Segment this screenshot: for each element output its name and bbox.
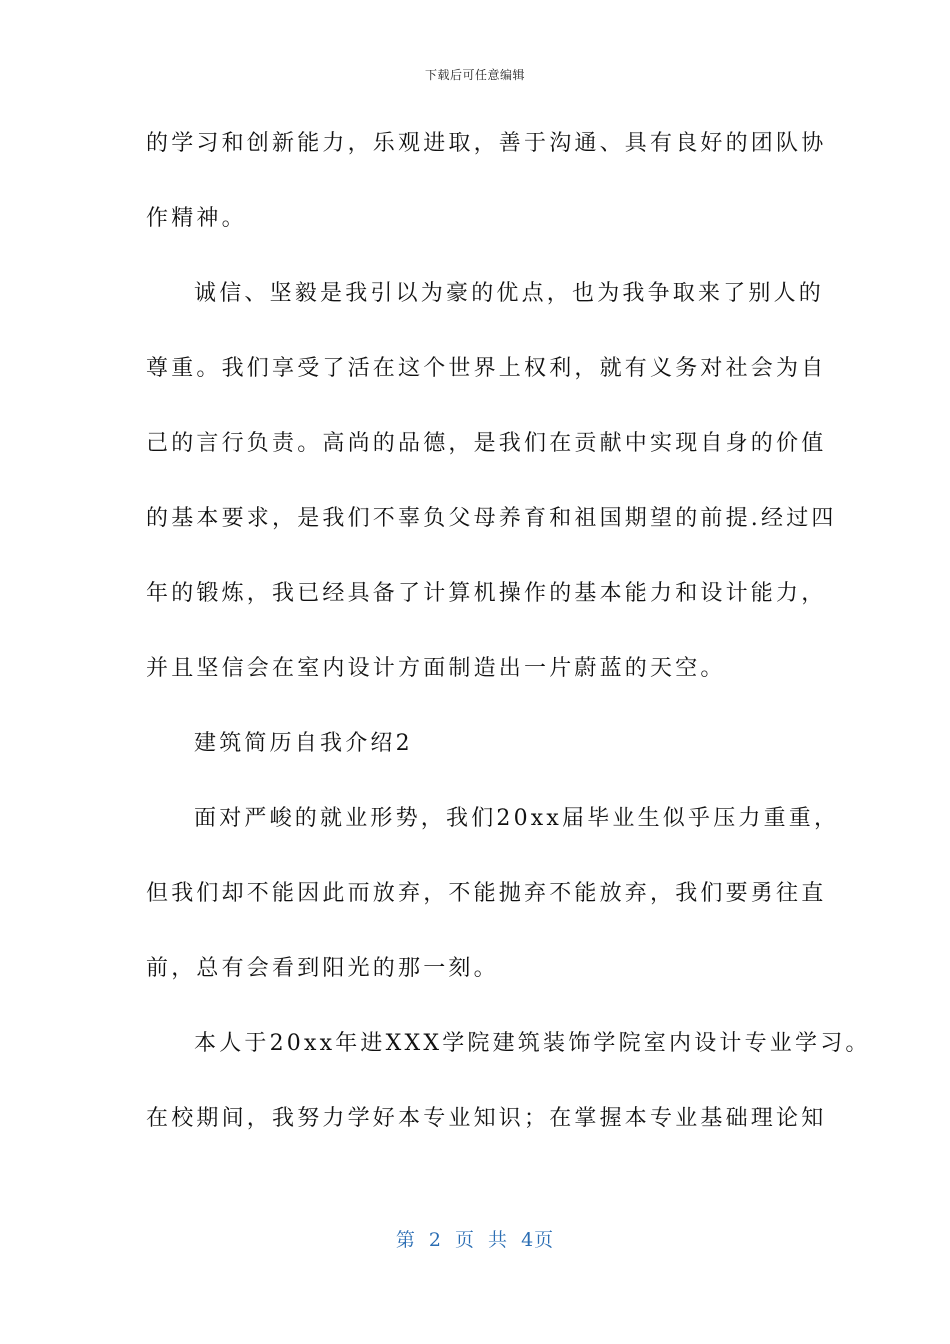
text-line: 诚信、坚毅是我引以为豪的优点，也为我争取来了别人的 [194, 281, 825, 306]
header-note: 下载后可任意编辑 [424, 68, 525, 82]
text-line: 并且坚信会在室内设计方面制造出一片蔚蓝的天空。 [146, 656, 726, 681]
text-line: 作精神。 [146, 206, 247, 231]
text-line: 尊重。我们享受了活在这个世界上权利，就有义务对社会为自 [146, 356, 827, 381]
section-heading: 建筑简历自我介绍2 [194, 731, 413, 756]
text-line: 在校期间，我努力学好本专业知识；在掌握本专业基础理论知 [146, 1106, 827, 1131]
body-text [146, 120, 871, 1170]
text-line: 本人于20xx年进XXX学院建筑装饰学院室内设计专业学习。 [194, 1031, 871, 1056]
page-number: 第 2 页 共 4页 [395, 1229, 555, 1251]
text-line: 年的锻炼，我已经具备了计算机操作的基本能力和设计能力， [146, 581, 827, 606]
text-line: 面对严峻的就业形势，我们20xx届毕业生似乎压力重重， [194, 806, 840, 831]
text-line: 的学习和创新能力，乐观进取，善于沟通、具有良好的团队协 [146, 131, 827, 156]
text-line: 前，总有会看到阳光的那一刻。 [146, 956, 499, 981]
text-line: 但我们却不能因此而放弃，不能抛弃不能放弃，我们要勇往直 [146, 881, 827, 906]
text-line: 己的言行负责。高尚的品德，是我们在贡献中实现自身的价值 [146, 431, 827, 456]
text-line: 的基本要求，是我们不辜负父母养育和祖国期望的前提.经过四 [146, 506, 837, 531]
